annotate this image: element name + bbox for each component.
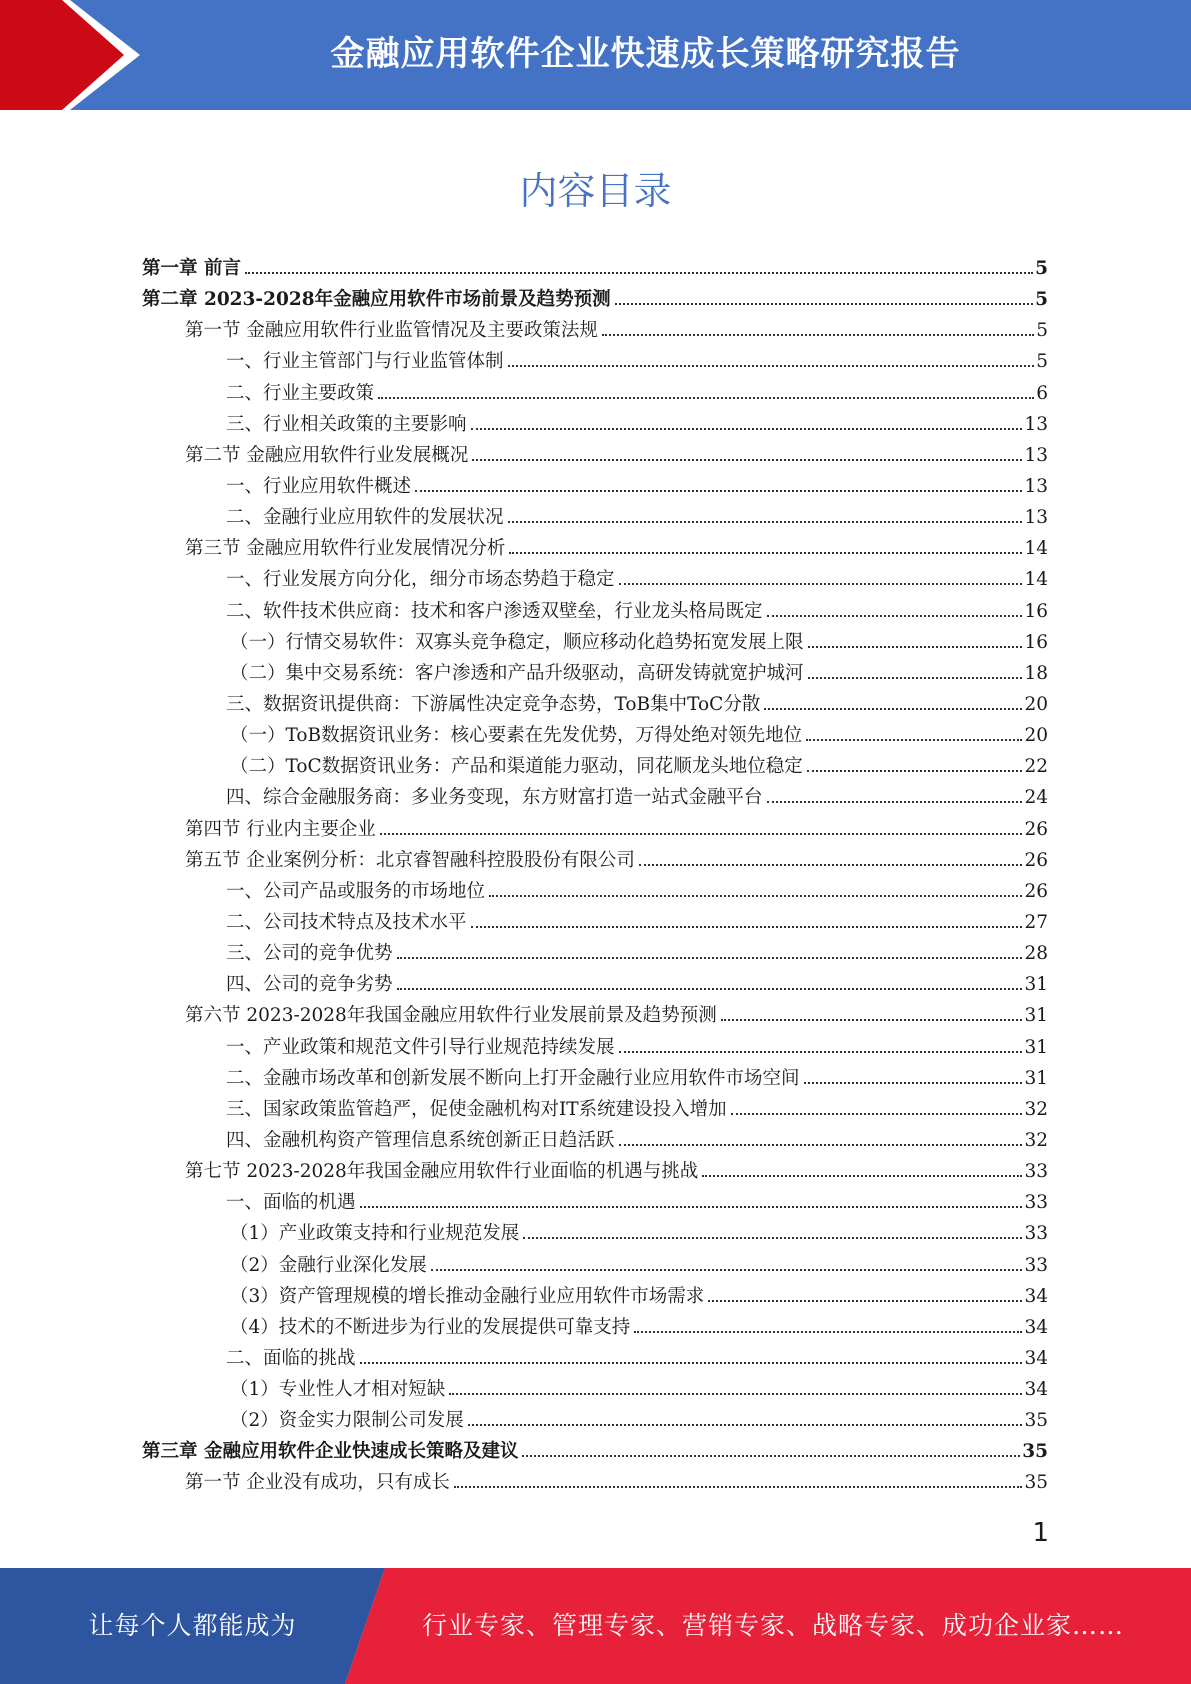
toc-entry[interactable] <box>142 815 1048 846</box>
toc-entry-page: 20 <box>1024 693 1048 715</box>
toc-entry[interactable] <box>142 1375 1048 1406</box>
toc-leader-dots <box>508 521 1023 523</box>
toc-entry[interactable] <box>142 783 1048 814</box>
footer-slogan-left: 让每个人都能成为 <box>88 1611 297 1640</box>
toc-entry-page: 28 <box>1024 943 1048 965</box>
toc-entry-title: 四、公司的竞争劣势 <box>226 974 393 996</box>
toc-heading: 内容目录 <box>519 169 672 213</box>
toc-entry-title: 三、行业相关政策的主要影响 <box>226 413 467 435</box>
toc-leader-dots <box>619 583 1023 585</box>
toc-entry-title: （二）ToC数据资讯业务：产品和渠道能力驱动，同花顺龙头地位稳定 <box>230 756 803 778</box>
toc-entry-page: 34 <box>1024 1379 1048 1401</box>
toc-leader-dots <box>360 1206 1023 1208</box>
toc-entry[interactable] <box>142 1251 1048 1282</box>
toc-entry-page: 31 <box>1024 1005 1048 1027</box>
toc-entry-title: 一、行业主管部门与行业监管体制 <box>226 351 504 373</box>
toc-entry-title: 三、国家政策监管趋严，促使金融机构对IT系统建设投入增加 <box>226 1098 727 1120</box>
toc-entry-title: 二、金融行业应用软件的发展状况 <box>226 507 504 529</box>
toc-entry-page: 5 <box>1035 258 1048 279</box>
toc-entry-page: 14 <box>1024 569 1048 591</box>
toc-entry[interactable] <box>142 410 1048 441</box>
toc-entry-title: 第六节 2023-2028年我国金融应用软件行业发展前景及趋势预测 <box>185 1005 717 1027</box>
toc-leader-dots <box>619 1144 1023 1146</box>
toc-leader-dots <box>522 1455 1020 1457</box>
toc-entry-title: （2）金融行业深化发展 <box>230 1254 427 1276</box>
toc-entry[interactable] <box>142 1282 1048 1313</box>
toc-entry-title: （1）产业政策支持和行业规范发展 <box>230 1223 520 1245</box>
toc-entry-title: 一、公司产品或服务的市场地位 <box>226 880 486 902</box>
header-band <box>0 0 1191 110</box>
toc-entry-title: （2）资金实力限制公司发展 <box>230 1410 464 1432</box>
toc-leader-dots <box>508 365 1035 367</box>
toc-leader-dots <box>431 1269 1023 1271</box>
page-number: 1 <box>1032 1518 1049 1548</box>
toc-entry-page: 27 <box>1024 911 1048 933</box>
toc-entry-page: 35 <box>1024 1472 1048 1494</box>
toc-entry[interactable] <box>142 659 1048 690</box>
toc-entry-page: 6 <box>1036 382 1048 404</box>
toc-entry[interactable] <box>142 1064 1048 1095</box>
toc-entry-page: 13 <box>1024 507 1048 529</box>
toc-entry-title: 一、产业政策和规范文件引导行业规范持续发展 <box>226 1036 615 1058</box>
toc-entry-title: 第七节 2023-2028年我国金融应用软件行业面临的机遇与挑战 <box>185 1161 699 1183</box>
toc-leader-dots <box>721 1019 1023 1021</box>
toc-entry[interactable] <box>142 1157 1048 1188</box>
toc-entry[interactable] <box>142 565 1048 596</box>
toc-entry[interactable] <box>142 1406 1048 1437</box>
toc-entry-page: 26 <box>1024 849 1048 871</box>
toc-entry-page: 18 <box>1024 662 1048 684</box>
toc-leader-dots <box>397 988 1023 990</box>
toc-leader-dots <box>380 833 1023 835</box>
toc-entry[interactable] <box>142 534 1048 565</box>
toc-entry-page: 31 <box>1024 1036 1048 1058</box>
toc-entry-title: 一、行业发展方向分化，细分市场态势趋于稳定 <box>226 569 615 591</box>
toc-entry-page: 20 <box>1024 725 1048 747</box>
toc-entry-page: 14 <box>1024 538 1048 560</box>
footer-slogan-right: 行业专家、管理专家、营销专家、战略专家、成功企业家…… <box>421 1611 1124 1640</box>
toc-leader-dots <box>449 1393 1022 1395</box>
toc-entry[interactable] <box>142 1126 1048 1157</box>
toc-entry[interactable] <box>142 1437 1048 1468</box>
toc-entry-title: 一、面临的机遇 <box>226 1192 356 1214</box>
toc-entry[interactable] <box>142 379 1048 410</box>
toc-leader-dots <box>509 552 1022 554</box>
toc-leader-dots <box>378 397 1034 399</box>
toc-entry-title: 二、面临的挑战 <box>226 1347 356 1369</box>
toc-entry[interactable] <box>142 1219 1048 1250</box>
toc-entry-page: 34 <box>1024 1285 1048 1307</box>
toc-entry-page: 22 <box>1024 756 1048 778</box>
toc-leader-dots <box>708 1300 1022 1302</box>
table-of-contents <box>142 254 1048 1500</box>
toc-leader-dots <box>471 428 1023 430</box>
toc-leader-dots <box>767 801 1023 803</box>
toc-entry-page: 26 <box>1024 818 1048 840</box>
toc-entry-page: 33 <box>1024 1192 1048 1214</box>
toc-entry-page: 34 <box>1024 1316 1048 1338</box>
toc-entry-page: 32 <box>1024 1129 1048 1151</box>
toc-entry-title: （3）资产管理规模的增长推动金融行业应用软件市场需求 <box>230 1285 705 1307</box>
toc-entry-page: 5 <box>1036 320 1048 342</box>
toc-entry[interactable] <box>142 908 1048 939</box>
toc-entry[interactable] <box>142 939 1048 970</box>
toc-entry-title: （一）ToB数据资讯业务：核心要素在先发优势，万得处绝对领先地位 <box>230 725 803 747</box>
toc-entry[interactable] <box>142 877 1048 908</box>
toc-leader-dots <box>804 1082 1023 1084</box>
toc-entry-page: 33 <box>1024 1223 1048 1245</box>
toc-entry-page: 33 <box>1024 1254 1048 1276</box>
toc-leader-dots <box>806 739 1022 741</box>
toc-entry-page: 16 <box>1024 631 1048 653</box>
toc-leader-dots <box>639 864 1023 866</box>
toc-entry[interactable] <box>142 1188 1048 1219</box>
toc-leader-dots <box>767 615 1023 617</box>
toc-entry-title: 第二章 2023-2028年金融应用软件市场前景及趋势预测 <box>142 289 611 311</box>
toc-entry-page: 13 <box>1024 475 1048 497</box>
toc-entry-page: 32 <box>1024 1098 1048 1120</box>
toc-leader-dots <box>523 1237 1022 1239</box>
toc-leader-dots <box>360 1362 1023 1364</box>
toc-entry[interactable] <box>142 1468 1048 1499</box>
toc-entry-title: 三、数据资讯提供商：下游属性决定竞争态势，ToB集中ToC分散 <box>226 693 761 715</box>
toc-entry-page: 16 <box>1024 600 1048 622</box>
toc-entry-page: 31 <box>1024 974 1048 996</box>
toc-entry-title: （一）行情交易软件：双寡头竞争稳定，顺应移动化趋势拓宽发展上限 <box>230 631 804 653</box>
toc-leader-dots <box>468 1424 1023 1426</box>
toc-entry-title: 二、行业主要政策 <box>226 382 375 404</box>
toc-leader-dots <box>397 957 1023 959</box>
report-title: 金融应用软件企业快速成长策略研究报告 <box>330 34 961 74</box>
toc-entry-page: 26 <box>1024 880 1048 902</box>
toc-leader-dots <box>471 926 1023 928</box>
toc-leader-dots <box>245 272 1033 274</box>
toc-leader-dots <box>619 1051 1023 1053</box>
toc-entry[interactable] <box>142 1344 1048 1375</box>
toc-leader-dots <box>702 1175 1022 1177</box>
toc-entry-title: 二、软件技术供应商：技术和客户渗透双壁垒，行业龙头格局既定 <box>226 600 763 622</box>
toc-entry[interactable] <box>142 503 1048 534</box>
toc-entry-title: 三、公司的竞争优势 <box>226 943 393 965</box>
toc-entry-title: 第二节 金融应用软件行业发展概况 <box>185 444 469 466</box>
toc-leader-dots <box>807 770 1023 772</box>
toc-entry-page: 35 <box>1022 1441 1048 1463</box>
toc-entry[interactable] <box>142 254 1048 285</box>
toc-leader-dots <box>634 1331 1022 1333</box>
toc-entry[interactable] <box>142 1001 1048 1032</box>
toc-entry[interactable] <box>142 1095 1048 1126</box>
header-arrow-graphic <box>0 0 160 110</box>
toc-entry-title: 四、综合金融服务商：多业务变现，东方财富打造一站式金融平台 <box>226 787 763 809</box>
toc-entry[interactable] <box>142 285 1048 316</box>
toc-entry-title: 二、公司技术特点及技术水平 <box>226 911 467 933</box>
toc-leader-dots <box>602 334 1034 336</box>
toc-entry-title: 第一章 前言 <box>142 258 241 279</box>
toc-leader-dots <box>472 459 1022 461</box>
toc-leader-dots <box>489 895 1022 897</box>
toc-entry-title: （二）集中交易系统：客户渗透和产品升级驱动，高研发铸就宽护城河 <box>230 662 804 684</box>
toc-entry[interactable] <box>142 846 1048 877</box>
toc-leader-dots <box>764 708 1022 710</box>
toc-entry[interactable] <box>142 1033 1048 1064</box>
toc-entry[interactable] <box>142 347 1048 378</box>
toc-entry-title: 第四节 行业内主要企业 <box>185 818 376 840</box>
toc-leader-dots <box>808 677 1023 679</box>
footer-band <box>0 1568 1191 1684</box>
toc-entry-page: 13 <box>1024 413 1048 435</box>
toc-entry[interactable] <box>142 690 1048 721</box>
toc-entry[interactable] <box>142 721 1048 752</box>
toc-entry-page: 24 <box>1024 787 1048 809</box>
toc-entry-title: 第三章 金融应用软件企业快速成长策略及建议 <box>142 1441 519 1463</box>
toc-entry[interactable] <box>142 1313 1048 1344</box>
toc-entry[interactable] <box>142 970 1048 1001</box>
toc-entry[interactable] <box>142 472 1048 503</box>
toc-entry[interactable] <box>142 316 1048 347</box>
toc-entry-title: （1）专业性人才相对短缺 <box>230 1379 446 1401</box>
toc-entry-page: 5 <box>1036 351 1048 373</box>
toc-entry-title: 四、金融机构资产管理信息系统创新正日趋活跃 <box>226 1129 615 1151</box>
toc-leader-dots <box>808 646 1023 648</box>
toc-entry-title: （4）技术的不断进步为行业的发展提供可靠支持 <box>230 1316 631 1338</box>
toc-entry-page: 31 <box>1024 1067 1048 1089</box>
toc-entry-page: 5 <box>1035 289 1048 311</box>
toc-entry[interactable] <box>142 752 1048 783</box>
toc-entry-title: 第一节 企业没有成功，只有成长 <box>185 1472 450 1494</box>
toc-entry[interactable] <box>142 441 1048 472</box>
toc-entry[interactable] <box>142 597 1048 628</box>
toc-entry-title: 第一节 金融应用软件行业监管情况及主要政策法规 <box>185 320 598 342</box>
toc-leader-dots <box>415 490 1022 492</box>
toc-entry-title: 一、行业应用软件概述 <box>226 475 412 497</box>
toc-entry-page: 34 <box>1024 1347 1048 1369</box>
toc-entry-page: 35 <box>1024 1410 1048 1432</box>
toc-entry[interactable] <box>142 628 1048 659</box>
toc-entry-page: 33 <box>1024 1161 1048 1183</box>
toc-entry-title: 二、金融市场改革和创新发展不断向上打开金融行业应用软件市场空间 <box>226 1067 800 1089</box>
toc-entry-title: 第五节 企业案例分析：北京睿智融科控股股份有限公司 <box>185 849 635 871</box>
toc-entry-page: 13 <box>1024 444 1048 466</box>
toc-leader-dots <box>454 1486 1023 1488</box>
toc-leader-dots <box>731 1113 1023 1115</box>
toc-entry-title: 第三节 金融应用软件行业发展情况分析 <box>185 538 506 560</box>
toc-leader-dots <box>615 303 1034 305</box>
